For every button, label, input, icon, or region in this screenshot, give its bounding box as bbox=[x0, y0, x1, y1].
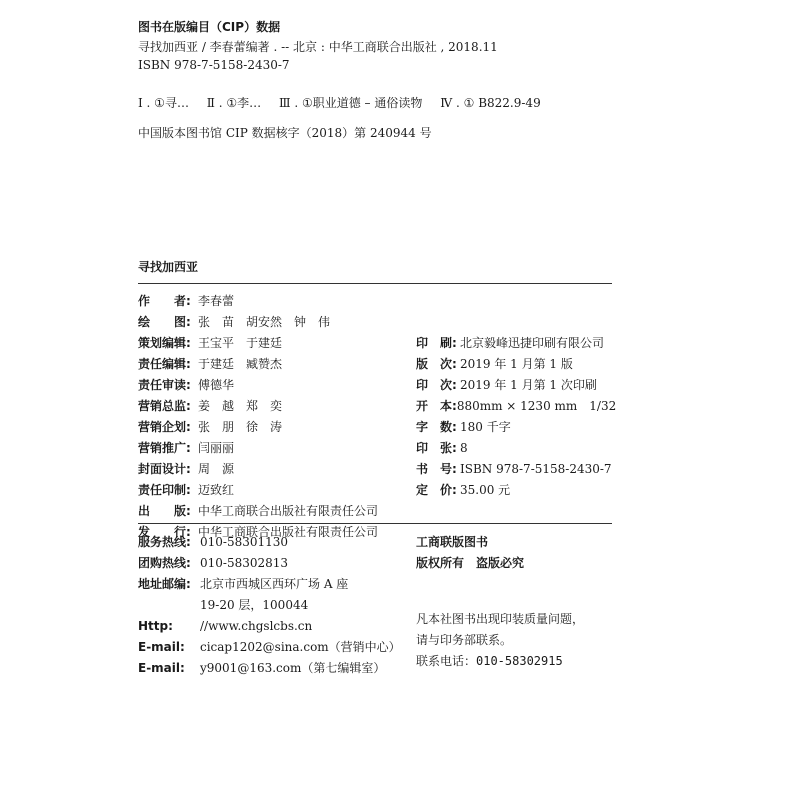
group-value: 010-58302813 bbox=[200, 556, 289, 570]
spec-row bbox=[416, 396, 616, 417]
spec-row bbox=[416, 354, 616, 375]
spec-row bbox=[416, 333, 616, 354]
cip-class-4: Ⅳ . ① B822.9-49 bbox=[440, 96, 541, 110]
contact-row bbox=[138, 637, 408, 658]
credit-value: 中华工商联合出版社有限责任公司 bbox=[198, 504, 379, 518]
credit-row bbox=[138, 291, 418, 312]
credit-value: 迈致红 bbox=[198, 483, 235, 497]
spec-value: 8 bbox=[460, 441, 468, 455]
address-line-1: 北京市西城区西环广场 A 座 bbox=[200, 577, 349, 591]
credit-row bbox=[138, 375, 418, 396]
contact-row bbox=[138, 553, 408, 574]
cip-class-1: Ⅰ . ①寻… bbox=[138, 96, 189, 110]
credit-label: 发 行: bbox=[138, 525, 191, 539]
copyright-notice: 版权所有 盗版必究 bbox=[416, 556, 525, 570]
credit-row bbox=[138, 354, 418, 375]
address-label: 地址邮编: bbox=[138, 577, 191, 591]
spec-row bbox=[416, 438, 616, 459]
credit-value: 张 朋 徐 涛 bbox=[198, 420, 283, 434]
credit-row bbox=[138, 459, 418, 480]
credit-value: 李春蕾 bbox=[198, 294, 235, 308]
contact-row bbox=[138, 595, 408, 616]
address-line-2: 19-20 层，100044 bbox=[200, 598, 309, 612]
contact-row bbox=[138, 532, 408, 553]
credit-value: 傅德华 bbox=[198, 378, 235, 392]
credit-row bbox=[138, 438, 418, 459]
credit-label: 营销总监: bbox=[138, 399, 191, 413]
spec-row bbox=[416, 459, 616, 480]
credit-label: 封面设计: bbox=[138, 462, 191, 476]
spec-label: 版 次: bbox=[416, 357, 457, 371]
spec-value: 35.00 元 bbox=[460, 483, 511, 497]
spec-value: 2019 年 1 月第 1 版 bbox=[460, 357, 573, 371]
credit-row bbox=[138, 417, 418, 438]
spec-label: 印 张: bbox=[416, 441, 457, 455]
cip-record: 寻找加西亚 / 李春蕾编著 . -- 北京 : 中华工商联合出版社 , 2018.11 bbox=[138, 40, 498, 54]
credit-row bbox=[138, 333, 418, 354]
cip-class-2: Ⅱ . ①李… bbox=[206, 96, 262, 110]
spec-label: 定 价: bbox=[416, 483, 457, 497]
credit-label: 出 版: bbox=[138, 504, 191, 518]
notice-phone: 联系电话：010-58302915 bbox=[416, 654, 563, 668]
notice-line: 凡本社图书出现印装质量问题， bbox=[416, 612, 585, 626]
contact-block bbox=[138, 532, 408, 679]
contact-row bbox=[138, 616, 408, 637]
contact-row bbox=[138, 658, 408, 679]
spec-label: 印 刷: bbox=[416, 336, 457, 350]
hotline-label: 服务热线: bbox=[138, 535, 191, 549]
credit-row bbox=[138, 312, 418, 333]
cip-classification bbox=[138, 94, 555, 112]
spec-value: 880mm × 1230 mm 1/32 bbox=[456, 399, 617, 413]
credit-value: 闫丽丽 bbox=[198, 441, 235, 455]
credit-row bbox=[138, 396, 418, 417]
credit-value: 姜 越 郑 奕 bbox=[198, 399, 283, 413]
credit-row bbox=[138, 480, 418, 501]
spec-label: 书 号: bbox=[416, 462, 457, 476]
spec-value: 2019 年 1 月第 1 次印刷 bbox=[460, 378, 597, 392]
spec-label: 开 本: bbox=[416, 399, 457, 413]
publisher-series: 工商联版图书 bbox=[416, 535, 489, 549]
book-title: 寻找加西亚 bbox=[138, 260, 199, 274]
cip-isbn: ISBN 978-7-5158-2430-7 bbox=[138, 58, 290, 72]
spec-value: 180 千字 bbox=[460, 420, 511, 434]
credit-value: 张 苗 胡安然 钟 伟 bbox=[198, 315, 331, 329]
spec-label: 字 数: bbox=[416, 420, 457, 434]
credit-label: 绘 图: bbox=[138, 315, 191, 329]
credit-value: 王宝平 于建廷 bbox=[198, 336, 283, 350]
notice-line: 请与印务部联系。 bbox=[416, 633, 513, 647]
credit-label: 作 者: bbox=[138, 294, 191, 308]
spec-value: 北京毅峰迅捷印刷有限公司 bbox=[460, 336, 605, 350]
spec-value: ISBN 978-7-5158-2430-7 bbox=[460, 462, 612, 476]
credit-value: 于建廷 臧赞杰 bbox=[198, 357, 283, 371]
cip-class-3: Ⅲ . ①职业道德 – 通俗读物 bbox=[278, 96, 423, 110]
email-label: E-mail: bbox=[138, 661, 185, 675]
credit-label: 责任审读: bbox=[138, 378, 191, 392]
credit-label: 营销企划: bbox=[138, 420, 191, 434]
credit-label: 营销推广: bbox=[138, 441, 191, 455]
contact-row bbox=[138, 574, 408, 595]
credit-label: 责任编辑: bbox=[138, 357, 191, 371]
credits-right bbox=[416, 333, 616, 501]
cip-title: 图书在版编目（CIP）数据 bbox=[138, 20, 281, 34]
quality-notice bbox=[416, 609, 584, 672]
credit-value: 周 源 bbox=[198, 462, 235, 476]
credit-label: 责任印制: bbox=[138, 483, 191, 497]
rights-block bbox=[416, 532, 524, 574]
email-label: E-mail: bbox=[138, 640, 185, 654]
email-editorial[interactable]: y9001@163.com（第七编辑室） bbox=[200, 661, 386, 675]
cip-block bbox=[138, 18, 555, 142]
hotline-value: 010-58301130 bbox=[200, 535, 289, 549]
spec-label: 印 次: bbox=[416, 378, 457, 392]
email-marketing[interactable]: cicap1202@sina.com（营销中心） bbox=[200, 640, 401, 654]
spec-row bbox=[416, 417, 616, 438]
divider-top bbox=[138, 283, 612, 284]
website-link[interactable]: //www.chgslcbs.cn bbox=[200, 619, 313, 633]
spec-row bbox=[416, 375, 616, 396]
http-label: Http: bbox=[138, 619, 173, 633]
credit-row bbox=[138, 501, 418, 522]
credit-value: 中华工商联合出版社有限责任公司 bbox=[198, 525, 379, 539]
spec-row bbox=[416, 480, 616, 501]
credits-left bbox=[138, 291, 418, 543]
group-label: 团购热线: bbox=[138, 556, 191, 570]
credit-label: 策划编辑: bbox=[138, 336, 191, 350]
divider-bottom bbox=[138, 523, 612, 524]
cip-number: 中国版本图书馆 CIP 数据核字（2018）第 240944 号 bbox=[138, 126, 432, 140]
